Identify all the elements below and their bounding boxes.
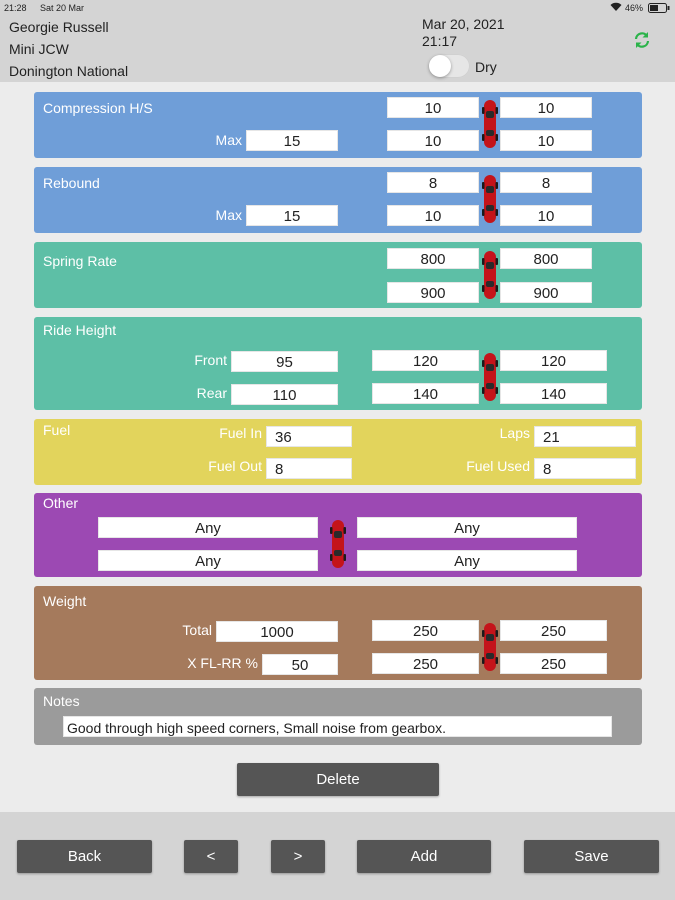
ride-fr-field[interactable]: 120 (500, 350, 607, 371)
compression-rl-field[interactable]: 10 (387, 130, 479, 151)
rebound-fr-field[interactable]: 8 (500, 172, 592, 193)
car-top-view-icon (481, 352, 499, 402)
spring-fr-field[interactable]: 800 (500, 248, 592, 269)
laps-label: Laps (499, 425, 530, 441)
ride-fl-field[interactable]: 120 (372, 350, 479, 371)
spring-fl-field[interactable]: 800 (387, 248, 479, 269)
spring-rr-field[interactable]: 900 (500, 282, 592, 303)
compression-max-field[interactable]: 15 (246, 130, 338, 151)
compression-fl-field[interactable]: 10 (387, 97, 479, 118)
delete-button[interactable]: Delete (237, 763, 439, 796)
save-button[interactable]: Save (524, 840, 659, 873)
other-rr-field[interactable]: Any (357, 550, 577, 571)
bottom-toolbar (0, 812, 675, 900)
compression-max-label: Max (215, 132, 242, 148)
track-name: Donington National (9, 63, 129, 79)
ride-rear-label: Rear (196, 385, 227, 401)
back-button[interactable]: Back (17, 840, 152, 873)
fuel-in-field[interactable]: 36 (266, 426, 352, 447)
other-rl-field[interactable]: Any (98, 550, 318, 571)
session-time: 21:17 (422, 33, 458, 49)
notes-panel (34, 688, 642, 745)
cross-weight-field[interactable]: 50 (262, 654, 338, 675)
car-top-view-icon (481, 250, 499, 300)
session-header (0, 16, 675, 82)
ride-front-label: Front (194, 352, 227, 368)
weight-rr-field[interactable]: 250 (500, 653, 607, 674)
setup-form (0, 82, 675, 812)
ride-rear-field[interactable]: 110 (231, 384, 338, 405)
rebound-rr-field[interactable]: 10 (500, 205, 592, 226)
car-top-view-icon (329, 519, 347, 569)
other-fl-field[interactable]: Any (98, 517, 318, 538)
status-date: Sat 20 Mar (40, 3, 85, 13)
rebound-max-field[interactable]: 15 (246, 205, 338, 226)
car-top-view-icon (481, 174, 499, 224)
compression-panel (34, 92, 642, 158)
other-title: Other (43, 495, 79, 511)
wifi-icon (610, 2, 622, 14)
spring-rl-field[interactable]: 900 (387, 282, 479, 303)
ride-rl-field[interactable]: 140 (372, 383, 479, 404)
weight-total-label: Total (182, 622, 212, 638)
next-button[interactable]: > (271, 840, 325, 873)
ride-front-field[interactable]: 95 (231, 351, 338, 372)
fuel-in-label: Fuel In (219, 425, 262, 441)
refresh-icon[interactable] (632, 30, 652, 50)
rebound-fl-field[interactable]: 8 (387, 172, 479, 193)
spring-rate-panel (34, 242, 642, 308)
condition-toggle[interactable] (428, 54, 470, 78)
laps-field[interactable]: 21 (534, 426, 636, 447)
compression-rr-field[interactable]: 10 (500, 130, 592, 151)
fuel-out-label: Fuel Out (208, 458, 262, 474)
battery-percent: 46% (625, 3, 644, 13)
notes-field[interactable]: Good through high speed corners, Small noise from gearbox. (63, 716, 612, 737)
other-fr-field[interactable]: Any (357, 517, 577, 538)
spring-rate-title: Spring Rate (43, 253, 117, 269)
fuel-used-field[interactable]: 8 (534, 458, 636, 479)
other-panel (34, 493, 642, 577)
rebound-panel (34, 167, 642, 233)
fuel-out-field[interactable]: 8 (266, 458, 352, 479)
status-bar (0, 0, 675, 16)
add-button[interactable]: Add (357, 840, 491, 873)
weight-panel (34, 586, 642, 680)
rebound-rl-field[interactable]: 10 (387, 205, 479, 226)
ride-height-title: Ride Height (43, 322, 117, 338)
rebound-title: Rebound (43, 175, 100, 191)
ride-rr-field[interactable]: 140 (500, 383, 607, 404)
weight-fr-field[interactable]: 250 (500, 620, 607, 641)
car-top-view-icon (481, 622, 499, 672)
fuel-panel (34, 419, 642, 485)
toggle-knob (429, 55, 451, 77)
compression-title: Compression H/S (43, 100, 153, 116)
battery-icon (648, 3, 670, 15)
driver-name: Georgie Russell (9, 19, 109, 35)
previous-button[interactable]: < (184, 840, 238, 873)
weight-title: Weight (43, 593, 87, 609)
weight-fl-field[interactable]: 250 (372, 620, 479, 641)
fuel-used-label: Fuel Used (466, 458, 530, 474)
notes-title: Notes (43, 693, 80, 709)
weight-rl-field[interactable]: 250 (372, 653, 479, 674)
weight-total-field[interactable]: 1000 (216, 621, 338, 642)
session-date: Mar 20, 2021 (422, 16, 505, 32)
fuel-title: Fuel (43, 422, 71, 438)
condition-label: Dry (475, 59, 497, 75)
compression-fr-field[interactable]: 10 (500, 97, 592, 118)
ride-height-panel (34, 317, 642, 410)
cross-weight-label: X FL-RR % (187, 655, 258, 671)
rebound-max-label: Max (215, 207, 242, 223)
status-time: 21:28 (4, 3, 27, 13)
car-name: Mini JCW (9, 41, 69, 57)
car-top-view-icon (481, 99, 499, 149)
